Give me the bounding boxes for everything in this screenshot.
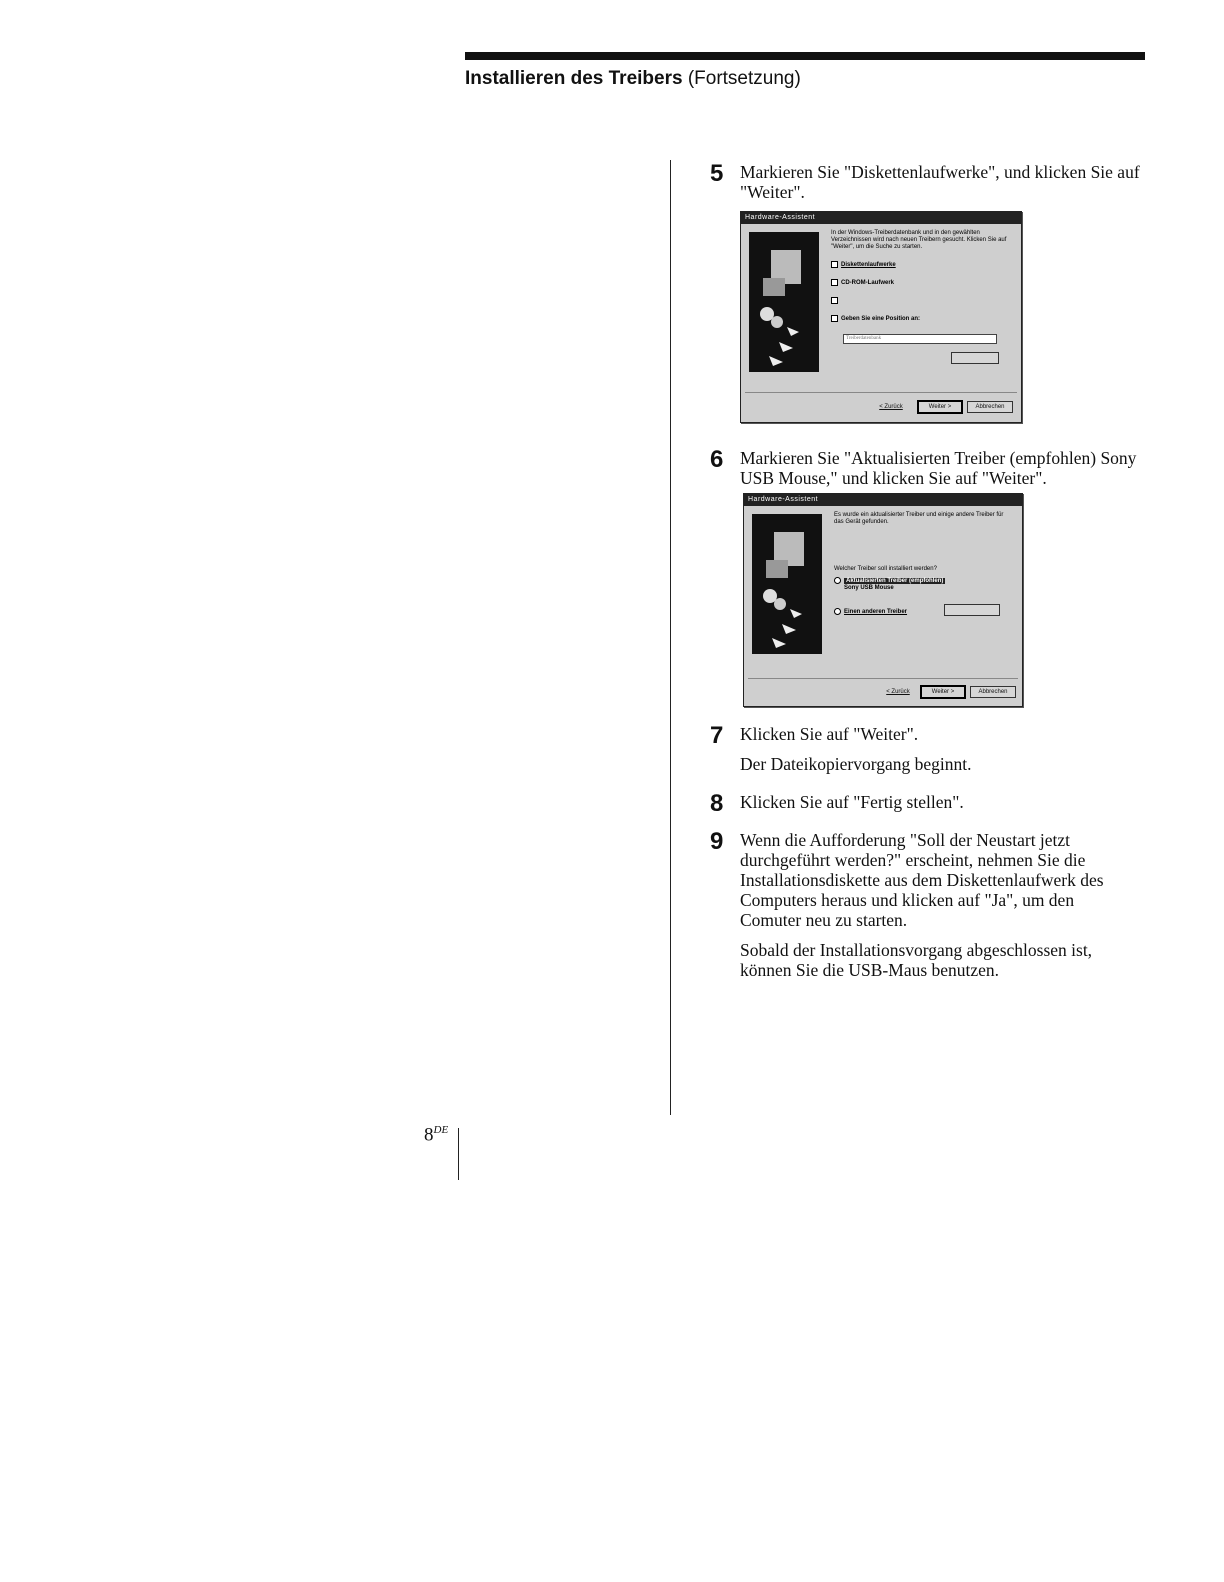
- checkbox-icon: [831, 261, 838, 268]
- step-8: [710, 790, 1140, 817]
- column-divider: [670, 160, 671, 1115]
- step-text: Klicken Sie auf "Weiter".: [740, 724, 919, 744]
- header-subtitle: (Fortsetzung): [687, 68, 801, 89]
- option-cdrom[interactable]: CD-ROM-Laufwerk: [831, 279, 1013, 287]
- show-list-button[interactable]: [944, 604, 1000, 616]
- page-number-rule: [458, 1128, 459, 1180]
- page-number-value: 8: [424, 1124, 434, 1146]
- dialog-separator: [748, 678, 1018, 679]
- back-button[interactable]: < Zurück: [879, 404, 903, 410]
- browse-button[interactable]: [951, 352, 999, 364]
- step-6: [710, 448, 1140, 488]
- dialog-intro: In der Windows-Treiberdatenbank und in den gewählten Verzeichnissen wird nach neuen Treibern gesucht. Klicken Sie auf "Weiter", um die Suche zu starten.: [831, 230, 1007, 250]
- option-location[interactable]: Geben Sie eine Position an:: [831, 315, 1013, 323]
- step-7: [710, 724, 1140, 774]
- option-updated-driver-sub: Sony USB Mouse: [844, 585, 894, 592]
- cancel-button[interactable]: Abbrechen: [967, 401, 1013, 413]
- computer-illustration-icon: [749, 232, 819, 372]
- radio-icon: [834, 608, 841, 615]
- step-text: Klicken Sie auf "Fertig stellen".: [740, 792, 964, 812]
- dialog-separator: [745, 392, 1017, 393]
- step-text: Wenn die Aufforderung "Soll der Neustart jetzt durchgeführt werden?" erscheint, nehmen Sie die Installationsdiskette aus dem Diskettenlaufwerk des Computers heraus und klicken auf "Ja", um den Comuter neu zu starten.: [740, 830, 1104, 930]
- step-9: [710, 830, 1124, 980]
- step-number: 6: [710, 446, 724, 473]
- step-number: 8: [710, 790, 724, 817]
- option-empty[interactable]: [831, 297, 1013, 305]
- cancel-button[interactable]: Abbrechen: [970, 686, 1016, 698]
- checkbox-icon: [831, 297, 838, 304]
- dialog-question: Welcher Treiber soll installiert werden?: [834, 566, 937, 572]
- step-text: Markieren Sie "Aktualisierten Treiber (empfohlen) Sony USB Mouse," und klicken Sie auf "Weiter".: [740, 448, 1137, 488]
- next-button[interactable]: Weiter >: [917, 400, 963, 414]
- dialog-title: Hardware-Assistent: [744, 494, 1022, 506]
- step-note: Sobald der Installationsvorgang abgeschlossen ist, können Sie die USB-Maus benutzen.: [740, 940, 1093, 980]
- header-rule: [465, 52, 1145, 60]
- step-note: Der Dateikopiervorgang beginnt.: [740, 754, 972, 774]
- step-text: Markieren Sie "Diskettenlaufwerke", und klicken Sie auf "Weiter".: [740, 162, 1140, 202]
- step-number: 5: [710, 160, 724, 187]
- dialog-content: [831, 230, 1013, 323]
- header-title: Installieren des Treibers: [465, 68, 683, 89]
- path-input[interactable]: Treiberdatenbank: [843, 334, 997, 344]
- checkbox-icon: [831, 315, 838, 322]
- dialog-content: [834, 512, 1014, 616]
- option-other-driver[interactable]: Einen anderen Treiber: [834, 608, 1014, 616]
- page-number: [424, 1124, 448, 1146]
- computer-illustration-icon: [752, 514, 822, 654]
- option-updated-driver[interactable]: Aktualisierten Treiber (empfohlen): [834, 577, 1014, 585]
- option-disk-drives[interactable]: Diskettenlaufwerke: [831, 261, 1013, 269]
- dialog-title: Hardware-Assistent: [741, 212, 1021, 224]
- hardware-wizard-dialog-2: [743, 493, 1023, 707]
- step-number: 7: [710, 722, 724, 749]
- page-header: [465, 68, 801, 90]
- radio-icon: [834, 577, 841, 584]
- step-5: [710, 162, 1140, 202]
- page-number-suffix: DE: [433, 1124, 449, 1136]
- step-number: 9: [710, 828, 724, 855]
- next-button[interactable]: Weiter >: [920, 685, 966, 699]
- hardware-wizard-dialog-1: [740, 211, 1022, 423]
- checkbox-icon: [831, 279, 838, 286]
- dialog-intro: Es wurde ein aktualisierter Treiber und einige andere Treiber für das Gerät gefunden.: [834, 512, 1004, 525]
- back-button[interactable]: < Zurück: [886, 689, 910, 695]
